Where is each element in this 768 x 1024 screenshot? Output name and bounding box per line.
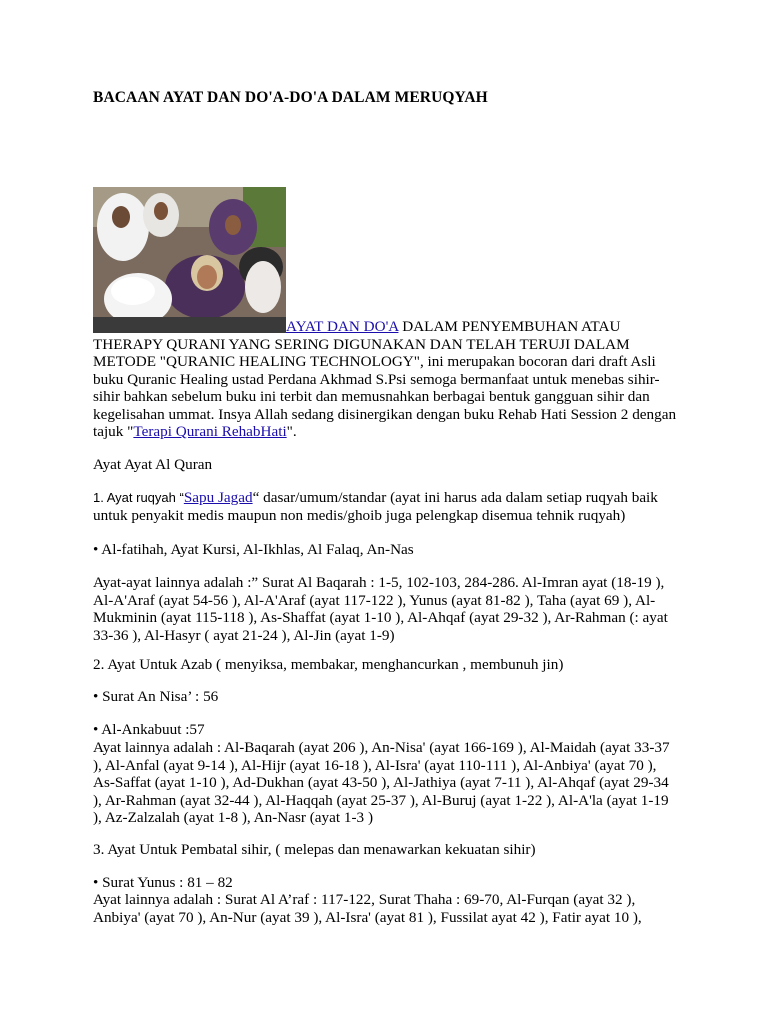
- sapu-jagad-link[interactable]: Sapu Jagad: [183, 489, 253, 506]
- bullet-4: • Surat Yunus : 81 – 82: [93, 874, 233, 891]
- ayat-doa-link[interactable]: AYAT DAN DO'A: [286, 318, 399, 335]
- bullet-1: • Al-fatihah, Ayat Kursi, Al-Ikhlas, Al Falaq, An-Nas: [93, 541, 414, 558]
- item-1: [93, 489, 679, 524]
- other-ayat-1: Ayat-ayat lainnya adalah :” Surat Al Baqarah : 1-5, 102-103, 284-286. Al-Imran ayat (18-19 ), Al-A'Araf (ayat 54-56 ), Al-A'Araf (ayat 117-122 ), Yunus (ayat 81-82 ), Taha (ayat 69 ), Al-Mukminin (ayat 115-118 ), As-Shaffat (ayat 1-10 ), Al-Ahqaf (ayat 29-32 ), Ar-Rahman (: ayat 33-36 ), Al-Hasyr ( ayat 21-24 ), Al-Jin (ayat 1-9): [93, 574, 668, 644]
- bullet-3: • Al-Ankabuut :57: [93, 721, 205, 738]
- ruqyah-photo: [93, 187, 286, 333]
- document-title: BACAAN AYAT DAN DO'A-DO'A DALAM MERUQYAH: [93, 89, 488, 106]
- item-2: 2. Ayat Untuk Azab ( menyiksa, membakar, menghancurkan , membunuh jin): [93, 656, 564, 673]
- intro-text: DALAM PENYEMBUHAN ATAU THERAPY QURANI YANG SERING DIGUNAKAN DAN TELAH TERUJI DALAM METODE "QURANIC HEALING TECHNOLOGY", ini merupakan bocoran dari draft Asli buku Quranic Healing ustad Perdana Akhmad S.Psi semoga bermanfaat untuk menebas sihir-sihir bahkan sebelum buku ini terbit dan memusnahkan berbagai bentuk gangguan sihir dan kegelisahan ummat. Insya Allah sedang disinergikan dengan buku Rehab Hati Session 2 dengan tajuk ": [93, 318, 677, 440]
- item-1-text: “ dasar/umum/standar (ayat ini harus ada dalam setiap ruqyah baik untuk penyakit medis maupun non medis/ghoib juga pelengkap disemua tehnik ruqyah): [93, 489, 658, 524]
- bullet-2: • Surat An Nisa’ : 56: [93, 688, 219, 705]
- terapi-qurani-link[interactable]: Terapi Qurani RehabHati: [133, 423, 287, 440]
- other-ayat-2: Ayat lainnya adalah : Al-Baqarah (ayat 206 ), An-Nisa' (ayat 166-169 ), Al-Maidah (ayat 33-37 ), Al-Anfal (ayat 9-14 ), Al-Hijr (ayat 16-18 ), Al-Isra' (ayat 110-111 ), Al-Anbiya' (ayat 70 ), As-Saffat (ayat 1-10 ), Ad-Dukhan (ayat 43-50 ), Al-Jathiya (ayat 7-11 ), Al-Ahqaf (ayat 29-34 ), Ar-Rahman (ayat 32-44 ), Al-Haqqah (ayat 25-37 ), Al-Buruj (ayat 1-22 ), Al-A'la (ayat 1-19 ), Az-Zalzalah (ayat 1-8 ), An-Nasr (ayat 1-3 ): [93, 739, 670, 826]
- item-1-prefix: 1. Ayat ruqyah “: [93, 490, 184, 505]
- item-3: 3. Ayat Untuk Pembatal sihir, ( melepas dan menawarkan kekuatan sihir): [93, 841, 536, 858]
- other-ayat-3: Ayat lainnya adalah : Surat Al A’raf : 117-122, Surat Thaha : 69-70, Al-Furqan (ayat 32 ), Anbiya' (ayat 70 ), An-Nur (ayat 39 ), Al-Isra' (ayat 81 ), Fussilat ayat 42 ), Fatir ayat 10 ),: [93, 891, 642, 926]
- intro-text-end: ".: [286, 423, 297, 440]
- intro-paragraph: [93, 318, 679, 441]
- photo-image: [93, 187, 286, 333]
- section-heading: Ayat Ayat Al Quran: [93, 456, 213, 473]
